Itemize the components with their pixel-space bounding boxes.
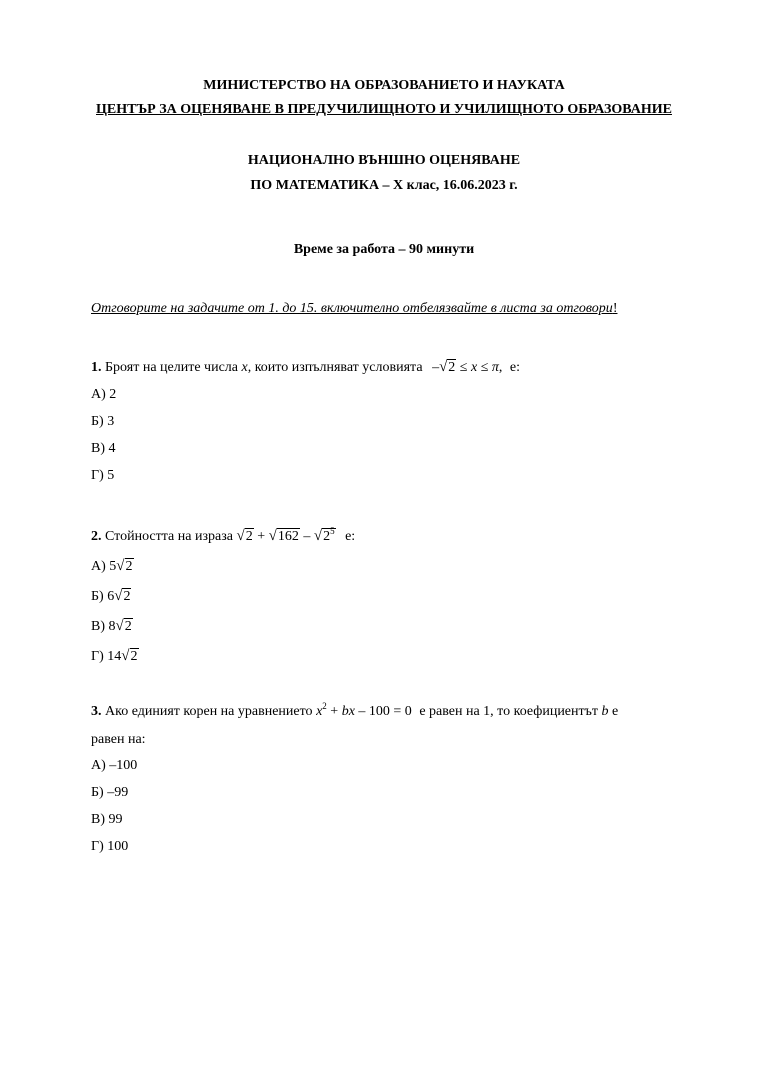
option-label: А) bbox=[91, 559, 110, 574]
square-root bbox=[314, 528, 336, 545]
square-root bbox=[269, 528, 300, 545]
radical-sign: √ bbox=[439, 359, 448, 375]
relation: ≤ bbox=[477, 360, 492, 375]
option-a[interactable] bbox=[91, 558, 134, 575]
variable-x: x bbox=[241, 360, 248, 375]
question-text: , които изпълняват условията bbox=[247, 360, 427, 375]
option-label: В) bbox=[91, 812, 109, 827]
option-a[interactable] bbox=[91, 387, 116, 403]
variable-b: b bbox=[601, 704, 609, 719]
question-number: 2. bbox=[91, 529, 102, 544]
equation-rest: – 100 = 0 bbox=[354, 704, 412, 719]
plus-sign: + bbox=[326, 704, 342, 719]
square-root bbox=[116, 558, 133, 575]
variable-b: b bbox=[341, 704, 349, 719]
option-coefficient: 8 bbox=[108, 619, 116, 634]
option-c[interactable] bbox=[91, 441, 116, 457]
radicand: 162 bbox=[277, 529, 299, 544]
exponent: 5 bbox=[330, 526, 335, 536]
option-b[interactable] bbox=[91, 414, 114, 430]
option-value: 3 bbox=[107, 414, 115, 429]
square-root bbox=[236, 528, 253, 545]
instructions bbox=[91, 301, 617, 317]
option-label: Б) bbox=[91, 414, 108, 429]
question-3-line2: равен на: bbox=[91, 732, 146, 747]
ministry-title: МИНИСТЕРСТВО НА ОБРАЗОВАНИЕТО И НАУКАТА bbox=[203, 78, 565, 93]
question-1 bbox=[91, 359, 520, 376]
option-label: Г) bbox=[91, 468, 108, 483]
option-label: Г) bbox=[91, 649, 108, 664]
option-a[interactable] bbox=[91, 758, 137, 774]
option-d[interactable] bbox=[91, 648, 139, 665]
option-coefficient: 5 bbox=[109, 559, 117, 574]
option-coefficient: 14 bbox=[107, 649, 122, 664]
option-c[interactable] bbox=[91, 812, 123, 828]
center-title: ЦЕНТЪР ЗА ОЦЕНЯВАНЕ В ПРЕДУЧИЛИЩНОТО И УЧИЛИЩНОТО ОБРАЗОВАНИЕ bbox=[96, 102, 672, 117]
option-label: А) bbox=[91, 387, 110, 402]
option-d[interactable] bbox=[91, 468, 114, 484]
option-coefficient: 6 bbox=[107, 589, 115, 604]
question-text: Стойността на израза bbox=[101, 529, 237, 544]
instructions-text: Отговорите на задачите от 1. до 15. включително отбелязвайте в листа за отговори bbox=[91, 301, 613, 316]
radicand: 2 bbox=[125, 559, 133, 574]
option-label: В) bbox=[91, 441, 109, 456]
time-limit: Време за работа – 90 минути bbox=[293, 242, 475, 257]
radicand: 2 bbox=[123, 589, 131, 604]
option-value: 4 bbox=[108, 441, 116, 456]
question-2 bbox=[91, 528, 355, 545]
question-3 bbox=[91, 701, 691, 720]
radicand: 2 bbox=[124, 619, 132, 634]
base: 2 bbox=[323, 529, 331, 544]
variable-x: x bbox=[348, 704, 355, 719]
question-text: Броят на целите числа bbox=[101, 360, 242, 375]
relation: ≤ bbox=[456, 360, 471, 375]
instructions-end: ! bbox=[612, 301, 618, 316]
radical-sign: √ bbox=[114, 588, 123, 604]
option-value: 99 bbox=[108, 812, 123, 827]
option-d[interactable] bbox=[91, 839, 128, 855]
option-value: 5 bbox=[107, 468, 115, 483]
radical-sign: √ bbox=[236, 528, 245, 544]
minus-sign: – bbox=[432, 360, 440, 375]
square-root bbox=[114, 588, 131, 605]
option-label: А) bbox=[91, 758, 110, 773]
option-label: Б) bbox=[91, 589, 108, 604]
option-label: В) bbox=[91, 619, 109, 634]
radicand bbox=[322, 528, 336, 544]
option-value: –99 bbox=[107, 785, 129, 800]
option-b[interactable] bbox=[91, 588, 131, 605]
question-text: е: bbox=[345, 529, 356, 544]
minus-sign: – bbox=[299, 529, 314, 544]
exponent: 2 bbox=[322, 701, 327, 711]
radical-sign: √ bbox=[313, 528, 323, 544]
option-value: 100 bbox=[107, 839, 129, 854]
question-number: 3. bbox=[91, 704, 102, 719]
pi-symbol: π bbox=[491, 360, 499, 375]
option-c[interactable] bbox=[91, 618, 133, 635]
variable-x: x bbox=[470, 360, 478, 375]
question-number: 1. bbox=[91, 360, 102, 375]
question-text: е bbox=[608, 704, 619, 719]
expression-formula bbox=[236, 526, 339, 544]
variable-x: x bbox=[316, 704, 323, 719]
option-value: –100 bbox=[109, 758, 138, 773]
question-text: Ако единият корен на уравнението bbox=[101, 704, 317, 719]
exam-title-line1: НАЦИОНАЛНО ВЪНШНО ОЦЕНЯВАНЕ bbox=[247, 153, 521, 168]
question-text: е: bbox=[509, 360, 521, 375]
radical-sign: √ bbox=[121, 648, 130, 664]
square-root bbox=[439, 359, 456, 376]
equation-formula bbox=[316, 701, 415, 719]
radicand: 2 bbox=[245, 529, 253, 544]
option-label: Б) bbox=[91, 785, 108, 800]
option-b[interactable] bbox=[91, 785, 128, 801]
radical-sign: √ bbox=[115, 618, 124, 634]
radicand: 2 bbox=[448, 360, 456, 375]
option-label: Г) bbox=[91, 839, 108, 854]
question-text: е равен на 1, то коефициентът bbox=[419, 704, 602, 719]
plus-sign: + bbox=[253, 529, 269, 544]
comma: , bbox=[498, 360, 503, 375]
radicand: 2 bbox=[130, 649, 138, 664]
option-value: 2 bbox=[109, 387, 117, 402]
radical-sign: √ bbox=[268, 528, 277, 544]
condition-formula bbox=[432, 360, 506, 375]
exam-title-line2: ПО МАТЕМАТИКА – X клас, 16.06.2023 г. bbox=[250, 178, 518, 193]
square-root bbox=[121, 648, 138, 665]
radical-sign: √ bbox=[116, 558, 125, 574]
square-root bbox=[116, 618, 133, 635]
